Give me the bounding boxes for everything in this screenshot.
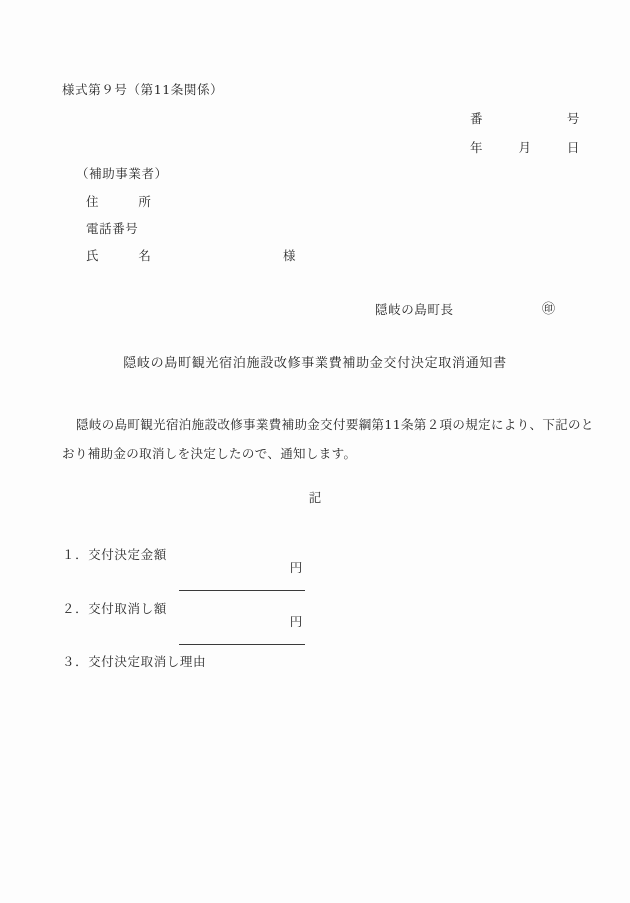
- item-2-amount-field[interactable]: [179, 603, 305, 645]
- item-1-unit: 円: [289, 559, 303, 575]
- document-number-row: [470, 113, 580, 126]
- seal-icon: ㊞: [542, 302, 556, 317]
- item-2-label: ２．交付取消し額: [62, 601, 167, 616]
- document-number-label: 番: [470, 111, 484, 126]
- form-number: 様式第９号（第11条関係）: [62, 82, 224, 97]
- addressee-name-label: 氏 名: [86, 248, 152, 263]
- body-paragraph: [62, 410, 594, 468]
- addressee-address-label: 住 所: [86, 194, 152, 209]
- item-1-label: １．交付決定金額: [62, 547, 167, 562]
- addressee-honorific: 様: [283, 248, 297, 263]
- date-year-label: 年: [470, 140, 484, 155]
- date-month-label: 月: [518, 140, 532, 155]
- date-day-label: 日: [566, 140, 580, 155]
- document-number-unit: 号: [566, 111, 580, 126]
- addressee-phone-label: 電話番号: [86, 221, 139, 236]
- addressee-heading: （補助事業者）: [76, 166, 168, 181]
- ki-marker: 記: [308, 490, 322, 505]
- issuer-name: 隠岐の島町長: [375, 302, 454, 317]
- document-date-row: [470, 142, 582, 155]
- body-line-1: 隠岐の島町観光宿泊施設改修事業費補助金交付要綱第11条第２項の規定により、下記のと: [76, 417, 594, 432]
- body-line-2: おり補助金の取消しを決定したので、通知します。: [62, 446, 357, 461]
- item-1-amount-field[interactable]: [179, 549, 305, 591]
- item-2-unit: 円: [289, 613, 303, 629]
- page-title: 隠岐の島町観光宿泊施設改修事業費補助金交付決定取消通知書: [123, 356, 507, 371]
- list-item: [62, 549, 305, 591]
- list-item: [62, 656, 206, 669]
- list-item: [62, 603, 305, 645]
- item-3-label: ３．交付決定取消し理由: [62, 654, 207, 669]
